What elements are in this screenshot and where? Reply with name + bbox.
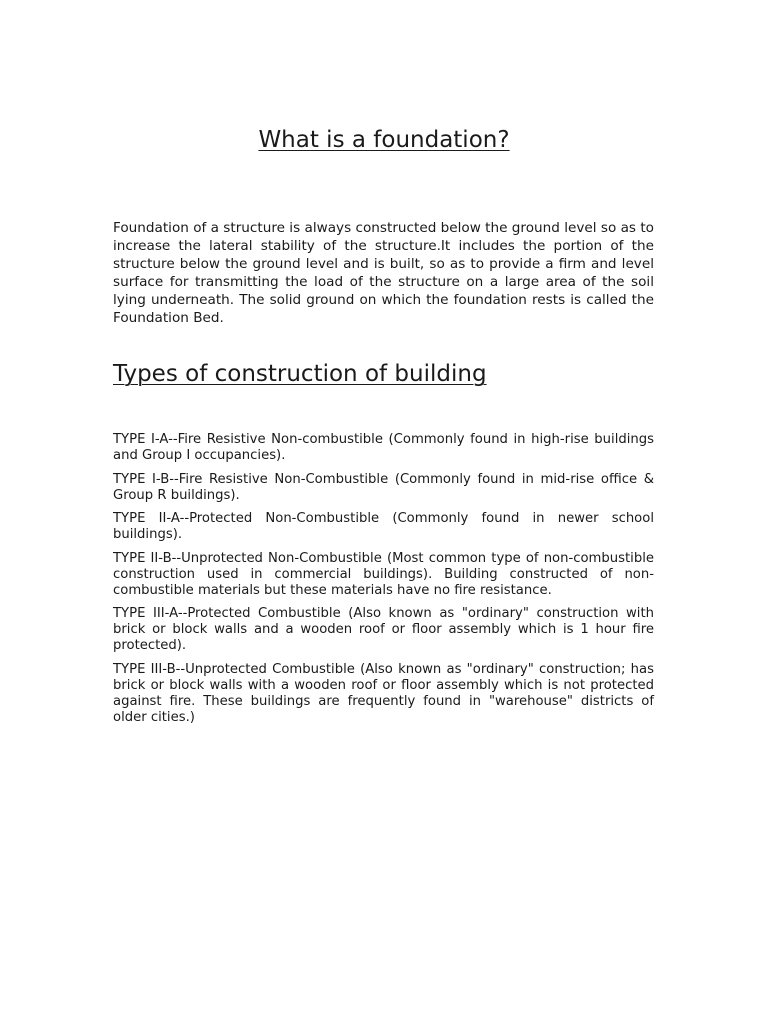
intro-paragraph: Foundation of a structure is always constructed below the ground level so as to increase the lateral stability of the structure.It includes the portion of the structure below the ground level and is built, so as to provide a firm and level surface for transmitting the load of the structure on a large area of the soil lying underneath. The solid ground on which the foundation rests is called the Foundation Bed. [113, 220, 654, 326]
construction-type-item: TYPE I-A--Fire Resistive Non-combustible (Commonly found in high-rise buildings and Group I occupancies). [113, 432, 654, 463]
construction-type-item: TYPE III-A--Protected Combustible (Also known as "ordinary" construction with brick or block walls and a wooden roof or floor assembly which is 1 hour fire protected). [113, 606, 654, 653]
construction-type-item: TYPE II-B--Unprotected Non-Combustible (Most common type of non-combustible construction used in commercial buildings). Building constructed of non-combustible materials but these materials have no fire resistance. [113, 550, 654, 598]
page-title-text: What is a foundation? [258, 127, 510, 153]
construction-types-list [113, 432, 654, 733]
section-heading-text: Types of construction of building [113, 361, 487, 387]
construction-type-item: TYPE II-A--Protected Non-Combustible (Commonly found in newer school buildings). [113, 511, 654, 542]
construction-type-item: TYPE I-B--Fire Resistive Non-Combustible (Commonly found in mid-rise office & Group R buildings). [113, 471, 654, 503]
section-heading [113, 358, 654, 390]
page-title [0, 124, 768, 156]
construction-type-item: TYPE III-B--Unprotected Combustible (Also known as "ordinary" construction; has brick or block walls with a wooden roof or floor assembly which is not protected against fire. These buildings are frequently found in "warehouse" districts of older cities.) [113, 661, 654, 725]
